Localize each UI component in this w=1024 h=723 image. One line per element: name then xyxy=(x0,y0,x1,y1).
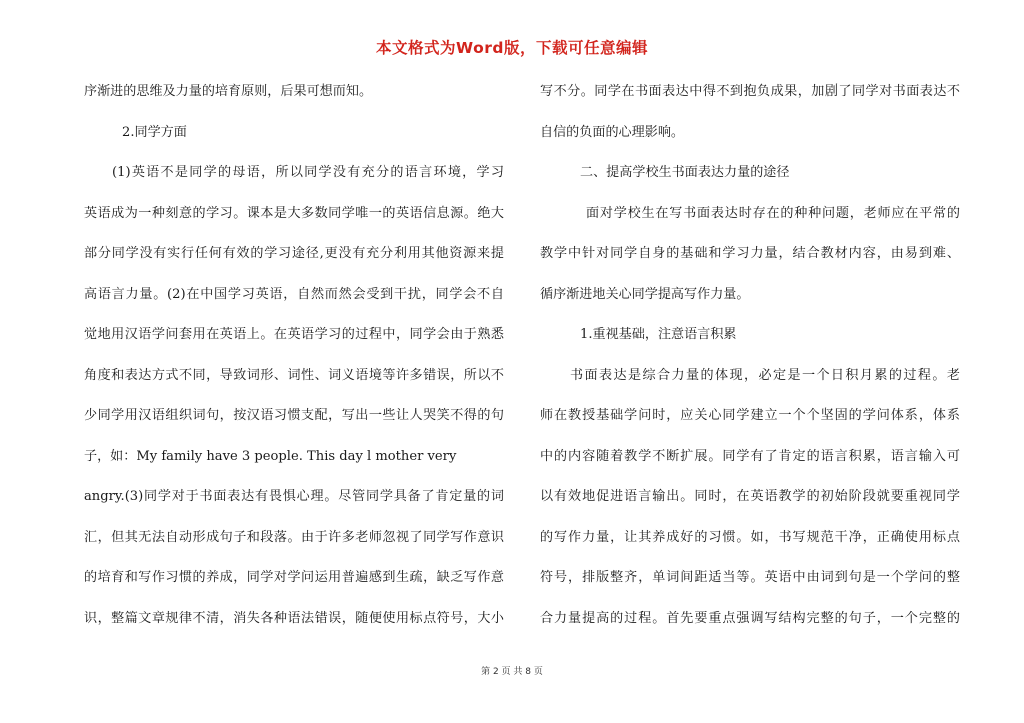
text-line: 写不分。同学在书面表达中得不到抱负成果，加剧了同学对书面表达不 xyxy=(540,84,960,99)
section-heading: 1.重视基础，注意语言积累 xyxy=(580,327,737,342)
text-line: 的培育和写作习惯的养成，同学对学问运用普遍感到生疏，缺乏写作意 xyxy=(84,570,504,585)
text-line: 子，如：My family have 3 people. This day l mother very xyxy=(84,448,457,464)
text-line: 部分同学没有实行任何有效的学习途径,更没有充分利用其他资源来提 xyxy=(84,246,504,261)
page-number: 第 2 页 共 8 页 xyxy=(481,667,543,677)
text-line: 书面表达是综合力量的体现，必定是一个日积月累的过程。老 xyxy=(570,367,960,383)
text-line: 序渐进的思维及力量的培育原则，后果可想而知。 xyxy=(84,84,373,99)
text-line: 识，整篇文章规律不清，消失各种语法错误，随便使用标点符号，大小 xyxy=(84,610,504,626)
text-line: 循序渐进地关心同学提高写作力量。 xyxy=(540,286,750,302)
text-line: 英语成为一种刻意的学习。课本是大多数同学唯一的英语信息源。绝大 xyxy=(84,205,504,221)
text-line: (1)英语不是同学的母语，所以同学没有充分的语言环境，学习 xyxy=(112,165,504,180)
text-line: 师在教授基础学问时，应关心同学建立一个个坚固的学问体系，体系 xyxy=(540,408,960,423)
page-header-title: 本文格式为Word版，下载可任意编辑 xyxy=(376,39,648,57)
text-line: 符号，排版整齐，单词间距适当等。英语中由词到句是一个学问的整 xyxy=(540,570,960,585)
text-line: 中的内容随着教学不断扩展。同学有了肯定的语言积累，语言输入可 xyxy=(540,448,960,464)
text-line: 以有效地促进语言输出。同时，在英语教学的初始阶段就要重视同学 xyxy=(540,489,960,504)
text-line: 汇，但其无法自动形成句子和段落。由于许多老师忽视了同学写作意识 xyxy=(84,529,504,545)
text-line: 教学中针对同学自身的基础和学习力量，结合教材内容，由易到难、 xyxy=(540,246,960,261)
section-heading: 二、提高学校生书面表达力量的途径 xyxy=(580,165,790,180)
section-heading: 2.同学方面 xyxy=(122,124,187,140)
text-line: 自信的负面的心理影响。 xyxy=(540,124,685,140)
right-text-column xyxy=(540,80,960,647)
text-line: 合力量提高的过程。首先要重点强调写结构完整的句子，一个完整的 xyxy=(540,610,960,626)
text-line: 少同学用汉语组织词句，按汉语习惯支配，写出一些让人哭笑不得的句 xyxy=(84,408,504,423)
left-text-column xyxy=(84,80,504,647)
text-line: 面对学校生在写书面表达时存在的种种问题，老师应在平常的 xyxy=(586,205,960,221)
text-line: 高语言力量。(2)在中国学习英语，自然而然会受到干扰，同学会不自 xyxy=(84,286,504,302)
text-line: 的写作力量，让其养成好的习惯。如，书写规范干净，正确使用标点 xyxy=(540,529,960,545)
text-line: 觉地用汉语学问套用在英语上。在英语学习的过程中，同学会由于熟悉 xyxy=(84,327,504,342)
text-line: angry.(3)同学对于书面表达有畏惧心理。尽管同学具备了肯定量的词 xyxy=(84,489,504,504)
text-line: 角度和表达方式不同，导致词形、词性、词义语境等许多错误，所以不 xyxy=(84,367,504,383)
